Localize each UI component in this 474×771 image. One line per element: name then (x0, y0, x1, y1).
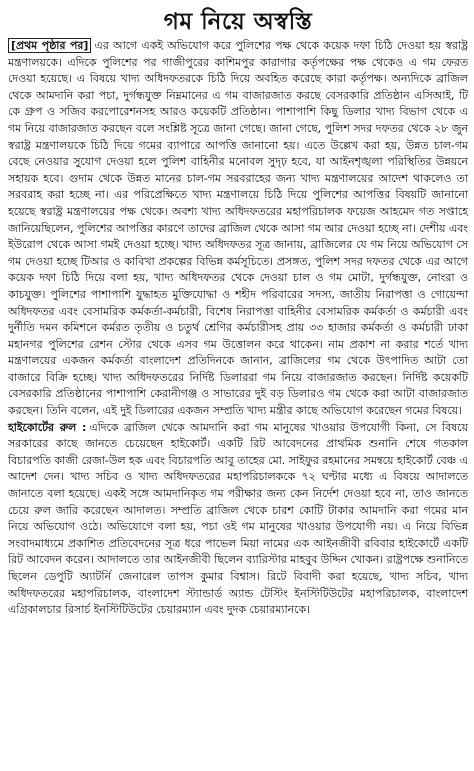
article-paragraph-1 (8, 38, 468, 420)
article-paragraph-2 (8, 420, 468, 619)
subheading-high-court-rule: হাইকোর্টের রুল : (8, 420, 87, 434)
cut-off-text-fragment (170, 761, 290, 771)
paragraph-2-text: এদিকে ব্রাজিল থেকে আমদানি করা গম মানুষের খাওয়ার উপযোগী কিনা, সে বিষয়ে সরকারের কাছে জানতে চেয়েছেন হাইকোর্ট। একটি রিট আবেদনের প্রাথমিক শুনানি শেষে গতকাল বিচারপতি কাজী রেজা-উল হক এবং বিচারপতি আবু তাহের মো. সাইফুর রহমানের সমন্বয়ে হাইকোর্ট বেঞ্চ এ আদেশ দেন। খাদ্য সচিব ও খাদ্য অধিদফতরের মহাপরিচালককে ৭২ ঘণ্টার মধ্যে এ বিষয়ে আদালতে জানাতে বলা হয়েছে। একই সঙ্গে আমদানিকৃত গম পরীক্ষার জন্য কেন নির্দেশ দেওয়া হবে না, তাও জানতে চেয়ে রুল জারি করেছেন আদালত। সম্প্রতি ব্রাজিল থেকে চারশ কোটি টাকার আমদানি করা গমের মান নিয়ে অভিযোগ ওঠে। অভিযোগে বলা হয়, পচা ওই গম মানুষের খাওয়ার উপযোগী নয়। এ নিয়ে বিভিন্ন সংবাদমাধ্যমে প্রকাশিত প্রতিবেদনের সূত্র ধরে পাভেল মিয়া নামের এক আইনজীবী রবিবার হাইকোর্টে একটি রিট আবেদন করেন। আদালতে তার আইনজীবী ছিলেন ব্যারিস্টার মাহবুব উদ্দিন খোকন। রাষ্ট্রপক্ষে শুনানিতে ছিলেন ডেপুটি অ্যাটর্নি জেনারেল তাপস কুমার বিশ্বাস। রিটে বিবাদী করা হয়েছে, খাদ্য সচিব, খাদ্য অধিদফতরের মহাপরিচালক, বাংলাদেশ স্ট্যান্ডার্ড অ্যান্ড টেস্টিং ইনস্টিটিউটের মহাপরিচালক, বাংলাদেশ এগ্রিকালচার রিসার্চ ইনস্টিটিউটের চেয়ারম্যান এবং দুদক চেয়ারম্যানকে। (8, 420, 468, 617)
continuation-tag: [প্রথম পৃষ্ঠার পর] (8, 38, 91, 53)
article-headline: গম নিয়ে অস্বস্তি (163, 9, 313, 35)
paragraph-1-text: এর আগে একই অভিযোগ করে পুলিশের পক্ষ থেকে কয়েক দফা চিঠি দেওয়া হয় স্বরাষ্ট্র মন্ত্রণালয়কে। এদিকে পুলিশের পর গাজীপুরের কাশিমপুর কারাগার কর্তৃপক্ষের পক্ষ থেকেও এ গম ফেরত দেওয়া হয়েছে। এ বিষয়ে খাদ্য অধিদফতরকে চিঠি দিয়ে অবহিত করেছে কারা কর্তৃপক্ষ। অন্যদিকে ব্রাজিল থেকে আমদানি করা পচা, দুর্গন্ধযুক্ত নিম্নমানের এ গম বাজারজাত করছে বেসরকারি প্রতিষ্ঠান এসিআই, টি কে গ্রুপ ও সজিব করপোরেশনসহ আরও কয়েকটি প্রতিষ্ঠান। পাশাপাশি কিছু ডিলার খাদ্য বিভাগ থেকে এ গম নিয়ে বাজারজাত করছেন বলে সংশ্লিষ্ট সূত্রে জানা গেছে। জানা গেছে, পুলিশ সদর দফতর থেকে ২৮ জুন স্বরাষ্ট্র মন্ত্রণালয়কে চিঠি দিয়ে গমের ব্যাপারে আপত্তি জানানো হয়। এতে উল্লেখ করা হয়, উন্নত চাল-গম বেছে নেওয়ার সুযোগ দেওয়া হলে পুলিশ বাহিনীর মনোবল সুদৃঢ় হবে, যা আইনশৃঙ্খলা পরিস্থিতির উন্নয়নে সহায়ক হবে। গুদাম থেকে উন্নত মানের চাল-গম সরবরাহের জন্য খাদ্য মন্ত্রণালয়ের আদেশ থাকলেও তা সরবরাহ করা হচ্ছে না। এর পরিপ্রেক্ষিতে খাদ্য মন্ত্রণালয়ে চিঠি দিয়ে পুলিশের আপত্তির বিষয়টি জানানো হয়েছে স্বরাষ্ট্র মন্ত্রণালয়ের পক্ষ থেকে। অবশ্য খাদ্য অধিদফতরের মহাপরিচালক ফয়েজ আহমেদ গত সপ্তাহে জানিয়েছিলেন, পুলিশের আপত্তির কারণে তাদের ব্রাজিল থেকে আসা গম আর দেওয়া হচ্ছে না। দেশীয় এবং ইউরোপ থেকে আসা গমই দেওয়া হচ্ছে। খাদ্য অধিদফতর সূত্র জানায়, ব্রাজিলের যে গম নিয়ে অভিযোগ সে গম দেওয়া হচ্ছে টিআর ও কাবিখা প্রকল্পের বিভিন্ন কর্মসূচিতে। প্রসঙ্গত, পুলিশ সদর দফতর থেকে এর আগে কয়েক দফা চিঠি দিয়ে বলা হয়, খাদ্য অধিদফতর থেকে দেওয়া চাল ও গম মোটা, দুর্গন্ধযুক্ত, নোংরা ও কাচযুক্ত। পুলিশের পাশাপাশি যুদ্ধাহত মুক্তিযোদ্ধা ও শহীদ পরিবারের সদস্য, জাতীয় নিরাপত্তা ও গোয়েন্দা অধিদফতর এবং বেসামরিক কর্মকর্তা-কর্মচারী, বিশেষ নিরাপত্তা বাহিনীর বেসামরিক কর্মকর্তা ও কর্মচারী এবং দুর্নীতি দমন কমিশনে কর্মরত তৃতীয় ও চতুর্থ শ্রেণির কর্মচারীসহ প্রায় ৩৩ হাজার কর্মকর্তা ও কর্মচারী ঢাকা মহানগর পুলিশের রেশন স্টোর থেকে এসব গম উত্তোলন করে থাকেন। নাম প্রকাশ না করার শর্তে খাদ্য মন্ত্রণালয়ের একজন কর্মকর্তা বাংলাদেশ প্রতিদিনকে জানান, ব্রাজিলের গম থেকে উৎপাদিত আটা তো বাজারে বিক্রি হচ্ছে। খাদ্য অধিদফতরের নির্দিষ্ট ডিলাররা গম নিয়ে বাজারজাত করছেন। নির্দিষ্ট কয়েকটি বেসরকারি প্রতিষ্ঠানের পাশাপাশি কেরানীগঞ্জ ও সাভারের দুই বড় ডিলারও গম থেকে করা আটা বাজারজাত করছেন। তিনি বলেন, এই দুই ডিলারের একজন সম্প্রতি খাদ্য মন্ত্রীর কাছে অভিযোগ করেছেন গমের বিষয়ে। (8, 39, 469, 418)
